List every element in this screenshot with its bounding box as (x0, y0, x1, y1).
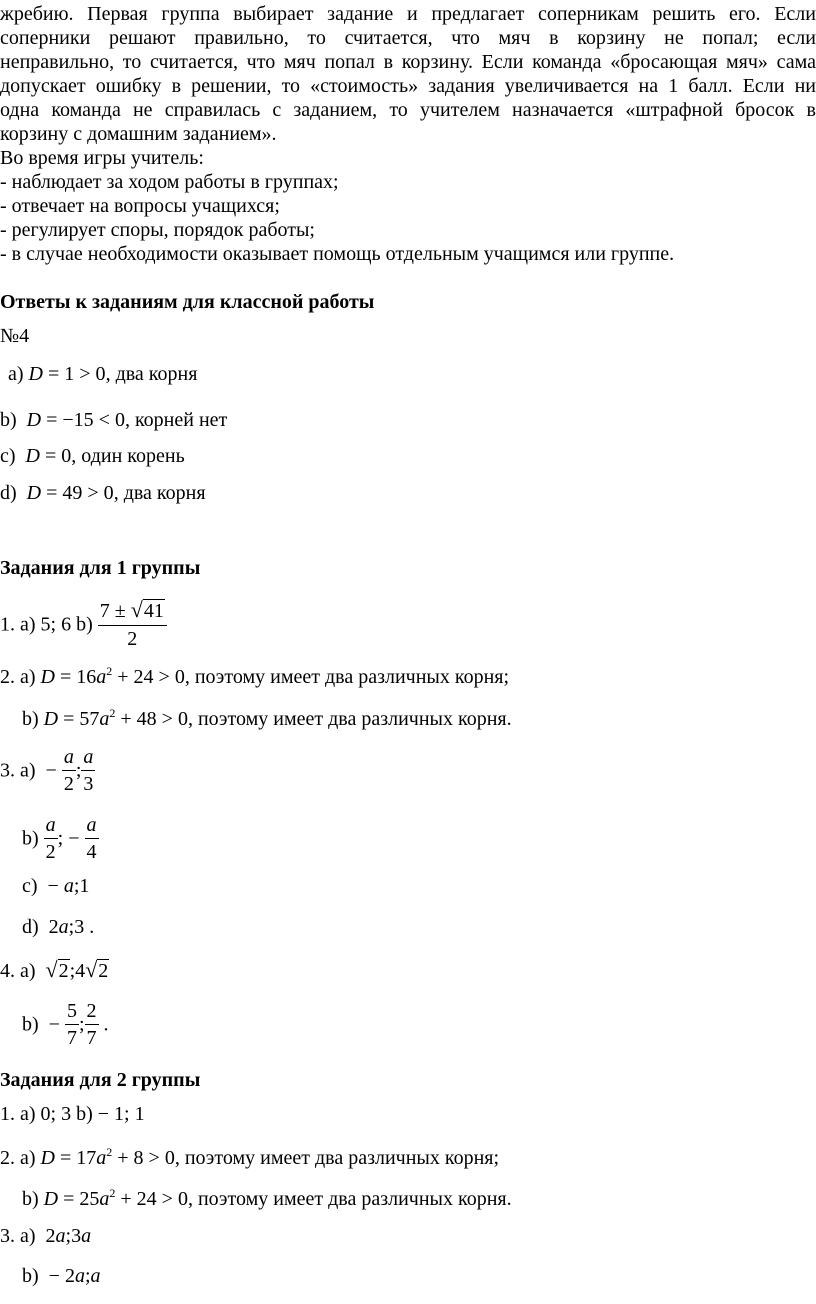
g2-task3a-label: 3. а) (0, 1225, 36, 1247)
answer-a-text: , два корня (105, 363, 198, 385)
answer-b-formula: D = −15 < 0 (26, 409, 125, 431)
g2-task2b (22, 1187, 512, 1211)
answers-heading: Ответы к заданиям для классной работы (0, 291, 375, 313)
g1-task2b-text: , поэтому имеет два различных корня. (187, 708, 512, 730)
g1-task2b-formula: $D = 57a^2 + 48 > 0$ (43, 706, 188, 730)
answer-b-text: , корней нет (124, 409, 228, 431)
g1-task4a-formula: √2;4√2 (45, 957, 109, 982)
intro-line-6: корзину с домашним заданием». (0, 123, 277, 145)
answer-d-formula: D = 49 > 0 (26, 482, 114, 504)
g1-task2-label: 2. а) (0, 666, 36, 688)
answer-b-label: b) (0, 409, 17, 431)
answer-c-label: c) (0, 445, 16, 467)
g1-task2b-label: b) (22, 708, 39, 730)
g1-task1-fraction: $\frac{7 \pm √41}{2}$ (98, 599, 167, 649)
g1-task3d-formula: 2a;3 . (48, 916, 95, 938)
g2-task2b-text: , поэтому имеет два различных корня. (187, 1188, 512, 1210)
g1-task2-text: , поэтому имеет два различных корня; (184, 666, 510, 688)
g1-task3a-frac2: $\frac{a}{3}$ (83, 745, 94, 795)
intro-line-2: соперники решают правильно, то считается, что мяч в корзину не попал; если (0, 27, 816, 49)
answer-d-label: d) (0, 482, 17, 504)
g2-task3a (0, 1224, 91, 1248)
answer-c-text: , один корень (71, 445, 185, 467)
g1-task3b: b) $\frac{a}{2}$ ; − $\frac{a}{4}$ (22, 813, 97, 863)
g2-task1 (0, 1102, 145, 1126)
teacher-intro: Во время игры учитель: (0, 147, 204, 169)
duty-3: - регулирует споры, порядок работы; (0, 219, 315, 241)
intro-line-1: жребию. Первая группа выбирает задание и предлагает соперникам решить его. Если (0, 3, 816, 25)
answer-a-formula: D = 1 > 0 (28, 363, 106, 385)
g1-task3b-frac2: $\frac{a}{4}$ (86, 813, 97, 863)
g2-task1-formula: − 1; 1 (97, 1103, 145, 1125)
intro-line-4: допускает ошибку в решении, то «стоимость» задания увеличивается на 1 балл. Если ни (0, 75, 816, 97)
intro-line-3: неправильно, то считается, что мяч попал в корзину. Если команда «бросающая мяч» сама (0, 51, 816, 73)
g1-task3c-formula: − a;1 (47, 875, 90, 897)
g1-task3d (22, 915, 94, 939)
g1-task3a: 3. а) − $\frac{a}{2}$ ; $\frac{a}{3}$ (0, 745, 94, 795)
g1-task4b-frac1: $\frac{5}{7}$ (66, 999, 77, 1049)
g2-task3b-formula: − 2a;a (48, 1265, 101, 1287)
g2-task3a-formula: 2a;3a (45, 1225, 92, 1247)
g1-task4a (0, 958, 109, 983)
g1-task3d-label: d) (22, 916, 39, 938)
answer-c (0, 444, 185, 468)
g2-task3b-label: b) (22, 1265, 39, 1287)
duty-2: - отвечает на вопросы учащихся; (0, 195, 280, 217)
g1-task4a-label: 4. а) (0, 960, 36, 982)
g1-task3a-frac1: $\frac{a}{2}$ (63, 745, 74, 795)
g2-task2 (0, 1146, 499, 1170)
answer-a (8, 362, 197, 386)
answer-d (0, 481, 206, 505)
answer-b (0, 408, 227, 432)
g1-task3b-label: b) (22, 827, 39, 850)
g2-task2-formula: $D = 17a^2 + 8 > 0$ (40, 1145, 175, 1169)
answer-a-label: а) (8, 363, 24, 385)
intro-line-5: одна команда не справилась с заданием, то учителем назначается «штрафной бросок в (0, 99, 816, 121)
g2-task2b-formula: $D = 25a^2 + 24 > 0$ (43, 1186, 188, 1210)
g2-task2b-label: b) (22, 1188, 39, 1210)
answer-d-text: , два корня (113, 482, 206, 504)
group2-heading: Задания для 2 группы (0, 1069, 201, 1091)
g2-task1-label: 1. а) 0; 3 b) (0, 1103, 93, 1125)
task-number: №4 (0, 325, 30, 347)
g1-task2b (22, 707, 512, 731)
g2-task2-text: , поэтому имеет два различных корня; (174, 1147, 500, 1169)
answer-c-formula: D = 0 (25, 445, 72, 467)
g2-task3b (22, 1264, 101, 1288)
duty-1: - наблюдает за ходом работы в группах; (0, 171, 339, 193)
g1-task2 (0, 665, 509, 689)
duty-4: - в случае необходимости оказывает помощь отдельным учащимся или группе. (0, 243, 675, 265)
g2-task2-label: 2. а) (0, 1147, 36, 1169)
g1-task1 (0, 598, 167, 649)
g1-task3c (22, 874, 89, 898)
g1-task2-formula: $D = 16a^2 + 24 > 0$ (40, 664, 185, 688)
g1-task4b: b) − $\frac{5}{7}$ ; $\frac{2}{7}$ . (22, 999, 109, 1049)
group1-heading: Задания для 1 группы (0, 557, 201, 579)
g1-task4b-label: b) (22, 1013, 39, 1036)
g1-task4b-frac2: $\frac{2}{7}$ (86, 999, 97, 1049)
g1-task3c-label: c) (22, 875, 38, 897)
g1-task3b-frac1: $\frac{a}{2}$ (45, 813, 56, 863)
g1-task1-label: 1. а) 5; 6 b) (0, 613, 93, 636)
g1-task3a-label: 3. а) (0, 759, 36, 782)
